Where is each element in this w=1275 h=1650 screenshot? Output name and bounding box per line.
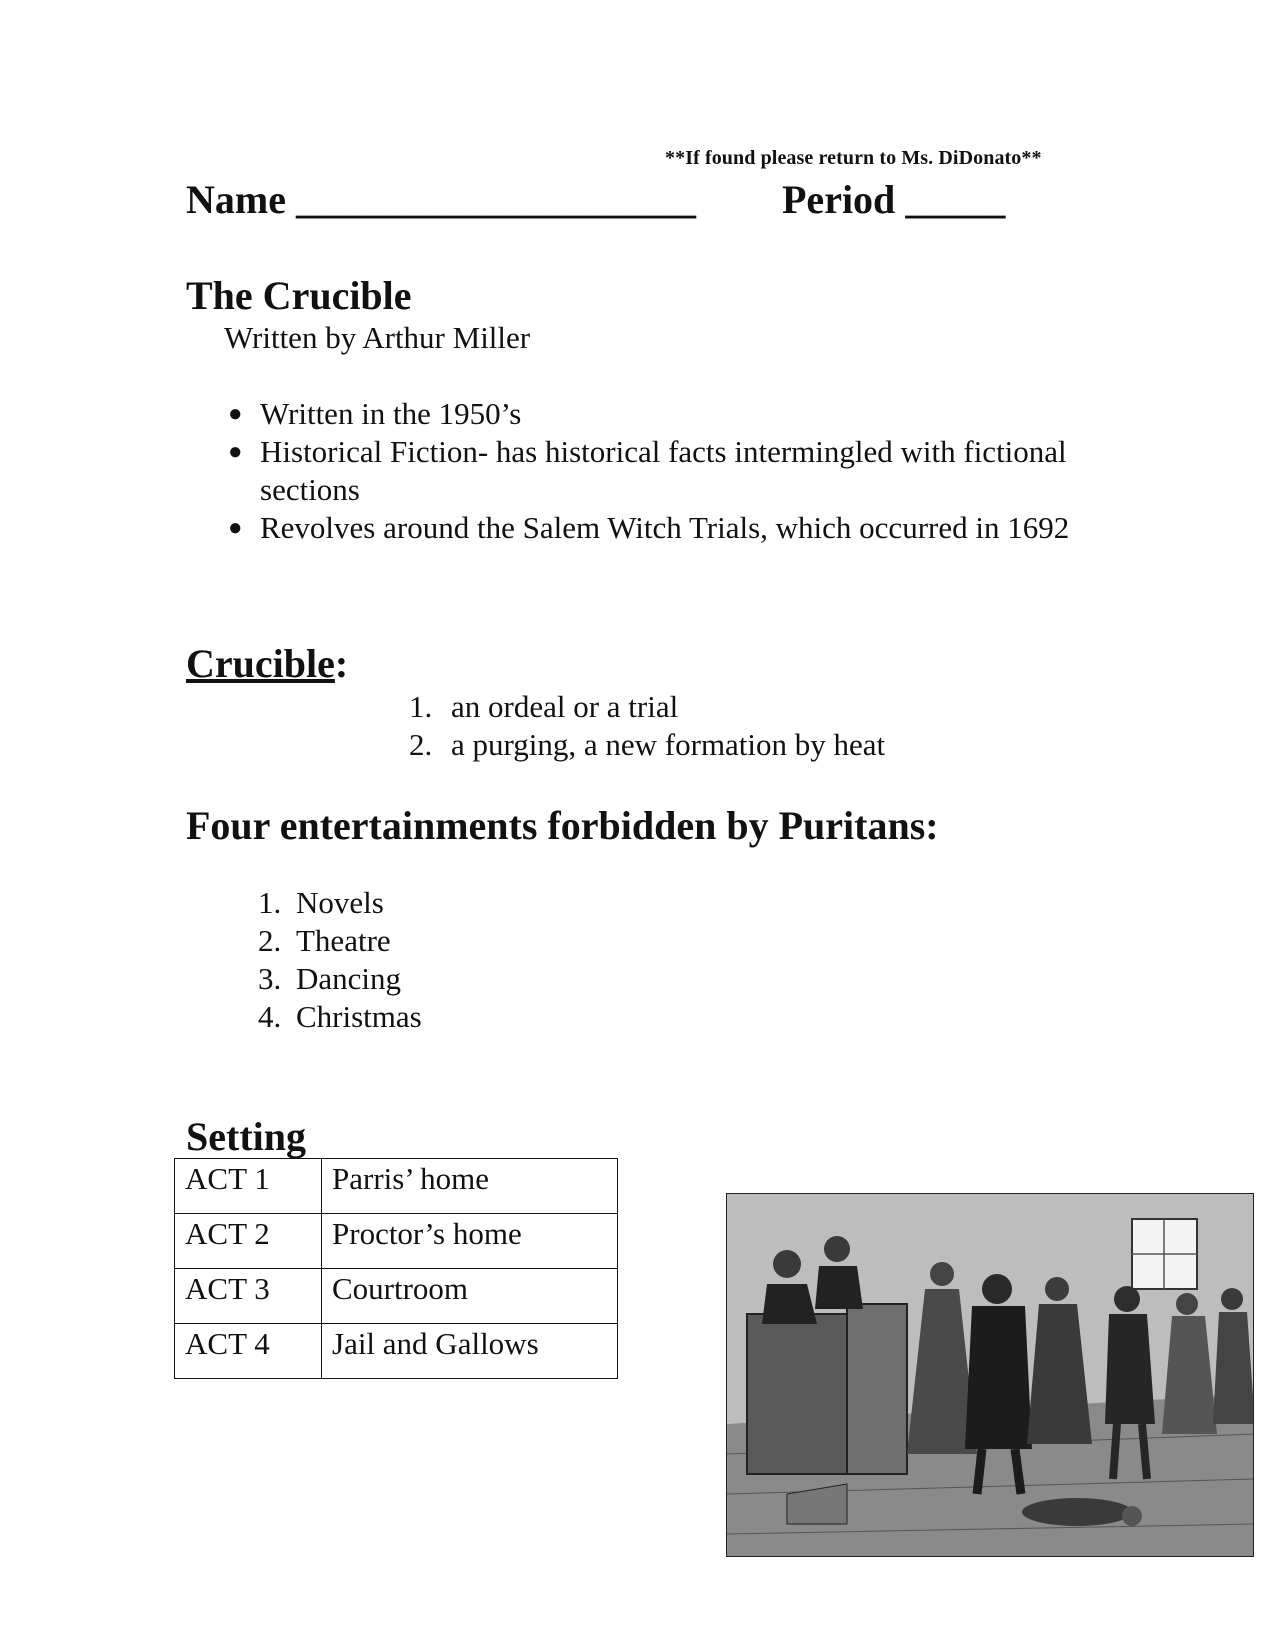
return-note: **If found please return to Ms. DiDonato** xyxy=(665,147,1042,169)
list-item: 3. Dancing xyxy=(258,961,402,996)
period-field[interactable] xyxy=(782,176,1005,223)
table-row xyxy=(175,1214,618,1269)
list-item: 4. Christmas xyxy=(258,999,422,1034)
place-cell: Proctor’s home xyxy=(322,1214,618,1269)
table-row xyxy=(175,1269,618,1324)
definition-list xyxy=(405,688,885,764)
setting-table xyxy=(174,1158,618,1379)
table-row xyxy=(175,1324,618,1379)
facts-list xyxy=(222,395,1102,547)
definition-heading xyxy=(186,640,348,687)
bullet-icon: ● xyxy=(228,439,243,465)
forbidden-list xyxy=(258,884,422,1036)
list-item: ● Written in the 1950’s xyxy=(228,396,522,431)
name-blank[interactable]: ____________________ xyxy=(295,177,696,222)
list-item: ● Historical Fiction- has historical facts intermingled with fictional sections xyxy=(228,434,1067,507)
act-cell: ACT 2 xyxy=(175,1214,322,1269)
place-cell: Parris’ home xyxy=(322,1159,618,1214)
list-item: 2. Theatre xyxy=(258,923,391,958)
place-cell: Courtroom xyxy=(322,1269,618,1324)
list-item: 1. Novels xyxy=(258,885,384,920)
illustration-drawing xyxy=(727,1194,1254,1557)
forbidden-heading: Four entertainments forbidden by Puritans: xyxy=(186,803,939,848)
bullet-icon: ● xyxy=(228,515,243,541)
period-blank[interactable]: _____ xyxy=(905,177,1006,222)
period-label: Period xyxy=(782,177,896,222)
act-cell: ACT 4 xyxy=(175,1324,322,1379)
witch-trial-illustration xyxy=(726,1193,1254,1557)
author-line: Written by Arthur Miller xyxy=(224,320,531,355)
list-item: ● Revolves around the Salem Witch Trials, which occurred in 1692 xyxy=(228,510,1070,545)
list-item: 2. a purging, a new formation by heat xyxy=(409,727,886,762)
name-label: Name xyxy=(186,177,286,222)
definition-term: Crucible xyxy=(186,641,335,686)
act-cell: ACT 1 xyxy=(175,1159,322,1214)
place-cell: Jail and Gallows xyxy=(322,1324,618,1379)
page-title: The Crucible xyxy=(186,273,412,318)
bullet-icon: ● xyxy=(228,401,243,427)
table-row xyxy=(175,1159,618,1214)
list-item: 1. an ordeal or a trial xyxy=(409,689,679,724)
act-cell: ACT 3 xyxy=(175,1269,322,1324)
name-field[interactable] xyxy=(186,176,696,223)
setting-heading: Setting xyxy=(186,1114,306,1159)
definition-colon: : xyxy=(334,641,349,686)
